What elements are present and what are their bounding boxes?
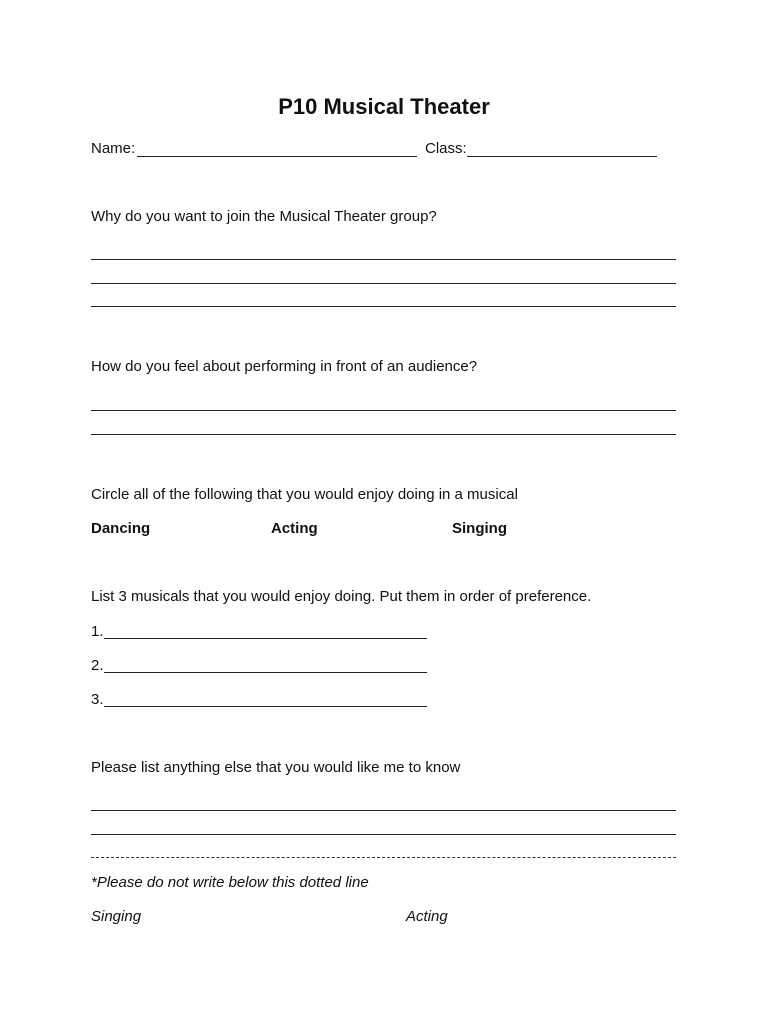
- answer-1-line-2[interactable]: [91, 283, 676, 284]
- question-3: Circle all of the following that you would enjoy doing in a musical: [91, 486, 518, 503]
- question-4: List 3 musicals that you would enjoy doing. Put them in order of preference.: [91, 588, 592, 605]
- name-label: Name:: [91, 140, 136, 157]
- question-1: Why do you want to join the Musical Theater group?: [91, 208, 437, 225]
- answer-1-line-1[interactable]: [91, 259, 676, 260]
- answer-2-line-1[interactable]: [91, 410, 676, 411]
- staff-note: *Please do not write below this dotted line: [91, 874, 369, 891]
- list-number-2: 2.: [91, 657, 104, 674]
- question-2: How do you feel about performing in front of an audience?: [91, 358, 478, 375]
- staff-acting-label: Acting: [406, 908, 448, 925]
- musical-2-field[interactable]: [104, 672, 427, 673]
- answer-1-line-3[interactable]: [91, 306, 676, 307]
- dotted-separator: [91, 857, 676, 858]
- class-label: Class:: [425, 140, 467, 157]
- musical-1-field[interactable]: [104, 638, 427, 639]
- answer-2-line-2[interactable]: [91, 434, 676, 435]
- musical-3-field[interactable]: [104, 706, 427, 707]
- list-number-1: 1.: [91, 623, 104, 640]
- option-acting[interactable]: Acting: [271, 520, 318, 537]
- class-field[interactable]: [467, 156, 657, 157]
- question-5: Please list anything else that you would like me to know: [91, 759, 461, 776]
- option-singing[interactable]: Singing: [452, 520, 507, 537]
- answer-5-line-1[interactable]: [91, 810, 676, 811]
- option-dancing[interactable]: Dancing: [91, 520, 151, 537]
- staff-singing-label: Singing: [91, 908, 142, 925]
- name-field[interactable]: [137, 156, 417, 157]
- list-number-3: 3.: [91, 691, 104, 708]
- answer-5-line-2[interactable]: [91, 834, 676, 835]
- page-title: P10 Musical Theater: [278, 94, 490, 119]
